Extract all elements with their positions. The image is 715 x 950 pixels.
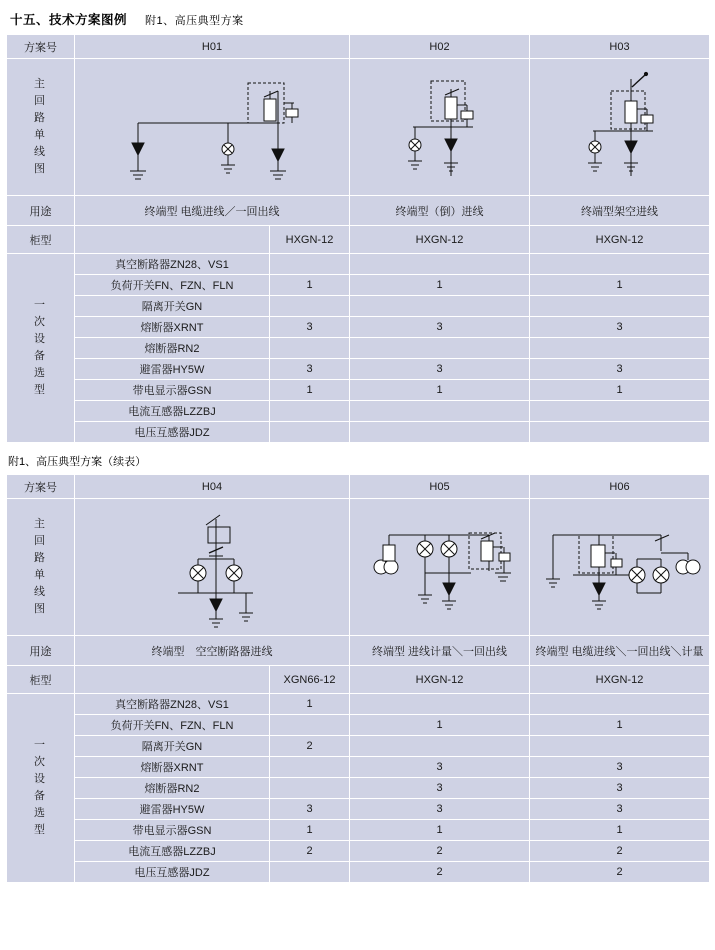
table-row xyxy=(7,715,710,736)
qty-h03 xyxy=(530,254,710,275)
label-char: 备 xyxy=(34,790,47,802)
qty-h01: 3 xyxy=(270,317,350,338)
qty-h06: 2 xyxy=(530,841,710,862)
table-row xyxy=(7,841,710,862)
qty-h03: 3 xyxy=(530,359,710,380)
label-char: 图 xyxy=(34,603,47,615)
qty-h06 xyxy=(530,694,710,715)
qty-h01: 1 xyxy=(270,380,350,401)
table-row xyxy=(7,694,710,715)
row-label-cabinet: 柜型 xyxy=(7,226,75,254)
label-char: 线 xyxy=(34,586,47,598)
equipment-name: 电流互感器LZZBJ xyxy=(75,401,270,422)
table-row xyxy=(7,35,710,59)
usage-h04: 终端型 空空断路器进线 xyxy=(75,636,350,666)
label-char: 选 xyxy=(34,807,47,819)
qty-h01: 1 xyxy=(270,275,350,296)
qty-h02 xyxy=(350,254,530,275)
single-line-diagram-h01 xyxy=(75,59,350,196)
qty-h02 xyxy=(350,422,530,443)
scheme-table-1 xyxy=(6,34,710,443)
equipment-name: 真空断路器ZN28、VS1 xyxy=(75,254,270,275)
table-row xyxy=(7,401,710,422)
qty-h06: 2 xyxy=(530,862,710,883)
qty-h05: 3 xyxy=(350,799,530,820)
equipment-name: 熔断器XRNT xyxy=(75,317,270,338)
qty-h06: 3 xyxy=(530,757,710,778)
qty-h03: 3 xyxy=(530,317,710,338)
equipment-name: 电压互感器JDZ xyxy=(75,422,270,443)
cabinet-blank xyxy=(75,666,270,694)
table-row xyxy=(7,799,710,820)
qty-h06: 3 xyxy=(530,778,710,799)
qty-h03 xyxy=(530,422,710,443)
usage-h05: 终端型 进线计量＼一回出线 xyxy=(350,636,530,666)
cabinet-h04: XGN66-12 xyxy=(270,666,350,694)
qty-h03: 1 xyxy=(530,275,710,296)
label-char: 路 xyxy=(34,112,47,124)
label-char: 备 xyxy=(34,350,47,362)
header-scheme-h03: H03 xyxy=(530,35,710,59)
label-char: 单 xyxy=(34,129,47,141)
usage-h01: 终端型 电缆进线／一回出线 xyxy=(75,196,350,226)
single-line-diagram-h04 xyxy=(75,499,350,636)
table-row xyxy=(7,359,710,380)
qty-h03: 1 xyxy=(530,380,710,401)
label-char: 单 xyxy=(34,569,47,581)
qty-h02 xyxy=(350,296,530,317)
page-title xyxy=(10,10,709,28)
qty-h01 xyxy=(270,401,350,422)
qty-h04: 1 xyxy=(270,820,350,841)
qty-h06: 3 xyxy=(530,799,710,820)
qty-h02 xyxy=(350,338,530,359)
table-row xyxy=(7,757,710,778)
qty-h04 xyxy=(270,778,350,799)
table-row xyxy=(7,862,710,883)
qty-h03 xyxy=(530,296,710,317)
single-line-diagram-h03 xyxy=(530,59,710,196)
qty-h04: 2 xyxy=(270,736,350,757)
table-row xyxy=(7,736,710,757)
equipment-name: 熔断器XRNT xyxy=(75,757,270,778)
qty-h01 xyxy=(270,422,350,443)
page-title-main: 十五、技术方案图例 xyxy=(10,13,128,27)
qty-h04: 1 xyxy=(270,694,350,715)
label-char: 主 xyxy=(34,78,47,90)
qty-h06: 1 xyxy=(530,715,710,736)
row-label-cabinet: 柜型 xyxy=(7,666,75,694)
label-char: 设 xyxy=(34,773,47,785)
table-row-usage xyxy=(7,196,710,226)
qty-h05: 3 xyxy=(350,778,530,799)
usage-h06: 终端型 电缆进线＼一回出线＼计量 xyxy=(530,636,710,666)
table-row xyxy=(7,422,710,443)
label-char: 选 xyxy=(34,367,47,379)
header-scheme-h04: H04 xyxy=(75,475,350,499)
equipment-name: 负荷开关FN、FZN、FLN xyxy=(75,275,270,296)
row-label-usage: 用途 xyxy=(7,636,75,666)
cabinet-h01: HXGN-12 xyxy=(270,226,350,254)
table-row xyxy=(7,296,710,317)
header-scheme-h06: H06 xyxy=(530,475,710,499)
qty-h02: 1 xyxy=(350,275,530,296)
label-char: 主 xyxy=(34,518,47,530)
qty-h05 xyxy=(350,736,530,757)
cabinet-h06: HXGN-12 xyxy=(530,666,710,694)
qty-h02: 3 xyxy=(350,359,530,380)
equipment-name: 负荷开关FN、FZN、FLN xyxy=(75,715,270,736)
row-label-primary-equipment xyxy=(7,694,75,883)
table-row-usage xyxy=(7,636,710,666)
qty-h05: 2 xyxy=(350,862,530,883)
qty-h05 xyxy=(350,694,530,715)
qty-h04 xyxy=(270,862,350,883)
label-char: 型 xyxy=(34,384,47,396)
cabinet-h02: HXGN-12 xyxy=(350,226,530,254)
label-char: 一 xyxy=(34,739,47,751)
table-row xyxy=(7,275,710,296)
qty-h01 xyxy=(270,296,350,317)
table-row-diagrams xyxy=(7,59,710,196)
label-char: 次 xyxy=(34,316,47,328)
label-char: 线 xyxy=(34,146,47,158)
equipment-name: 避雷器HY5W xyxy=(75,359,270,380)
qty-h05: 3 xyxy=(350,757,530,778)
usage-h02: 终端型（倒）进线 xyxy=(350,196,530,226)
row-label-primary-equipment xyxy=(7,254,75,443)
single-line-diagram-h06 xyxy=(530,499,710,636)
row-label-main-circuit xyxy=(7,499,75,636)
label-char: 路 xyxy=(34,552,47,564)
header-scheme-h05: H05 xyxy=(350,475,530,499)
table-row-cabinet xyxy=(7,666,710,694)
qty-h06: 1 xyxy=(530,820,710,841)
equipment-name: 电压互感器JDZ xyxy=(75,862,270,883)
continued-table-title: 附1、高压典型方案（续表） xyxy=(8,456,147,468)
label-char: 型 xyxy=(34,824,47,836)
qty-h02 xyxy=(350,401,530,422)
qty-h04 xyxy=(270,757,350,778)
page-title-sub: 附1、高压典型方案 xyxy=(145,15,244,27)
header-scheme-no: 方案号 xyxy=(7,35,75,59)
equipment-name: 真空断路器ZN28、VS1 xyxy=(75,694,270,715)
equipment-name: 电流互感器LZZBJ xyxy=(75,841,270,862)
qty-h05: 2 xyxy=(350,841,530,862)
qty-h04: 3 xyxy=(270,799,350,820)
qty-h02: 1 xyxy=(350,380,530,401)
equipment-name: 带电显示器GSN xyxy=(75,380,270,401)
label-char: 一 xyxy=(34,299,47,311)
qty-h06 xyxy=(530,736,710,757)
qty-h03 xyxy=(530,401,710,422)
equipment-name: 隔离开关GN xyxy=(75,296,270,317)
table-row xyxy=(7,338,710,359)
qty-h04 xyxy=(270,715,350,736)
row-label-usage: 用途 xyxy=(7,196,75,226)
label-char: 设 xyxy=(34,333,47,345)
cabinet-h03: HXGN-12 xyxy=(530,226,710,254)
header-scheme-no: 方案号 xyxy=(7,475,75,499)
row-label-main-circuit xyxy=(7,59,75,196)
equipment-name: 隔离开关GN xyxy=(75,736,270,757)
table-row xyxy=(7,475,710,499)
qty-h02: 3 xyxy=(350,317,530,338)
qty-h05: 1 xyxy=(350,715,530,736)
label-char: 次 xyxy=(34,756,47,768)
table-row xyxy=(7,254,710,275)
table-row-cabinet xyxy=(7,226,710,254)
qty-h05: 1 xyxy=(350,820,530,841)
qty-h04: 2 xyxy=(270,841,350,862)
scheme-table-2 xyxy=(6,474,710,883)
label-char: 图 xyxy=(34,163,47,175)
label-char: 回 xyxy=(34,95,47,107)
table-row xyxy=(7,778,710,799)
equipment-name: 熔断器RN2 xyxy=(75,778,270,799)
header-scheme-h01: H01 xyxy=(75,35,350,59)
single-line-diagram-h02 xyxy=(350,59,530,196)
qty-h01: 3 xyxy=(270,359,350,380)
equipment-name: 熔断器RN2 xyxy=(75,338,270,359)
equipment-name: 避雷器HY5W xyxy=(75,799,270,820)
cabinet-h05: HXGN-12 xyxy=(350,666,530,694)
single-line-diagram-h05 xyxy=(350,499,530,636)
header-scheme-h02: H02 xyxy=(350,35,530,59)
table-row-diagrams xyxy=(7,499,710,636)
cabinet-blank xyxy=(75,226,270,254)
table-row xyxy=(7,317,710,338)
table-row xyxy=(7,380,710,401)
equipment-name: 带电显示器GSN xyxy=(75,820,270,841)
qty-h01 xyxy=(270,254,350,275)
label-char: 回 xyxy=(34,535,47,547)
qty-h01 xyxy=(270,338,350,359)
qty-h03 xyxy=(530,338,710,359)
table-row xyxy=(7,820,710,841)
usage-h03: 终端型架空进线 xyxy=(530,196,710,226)
